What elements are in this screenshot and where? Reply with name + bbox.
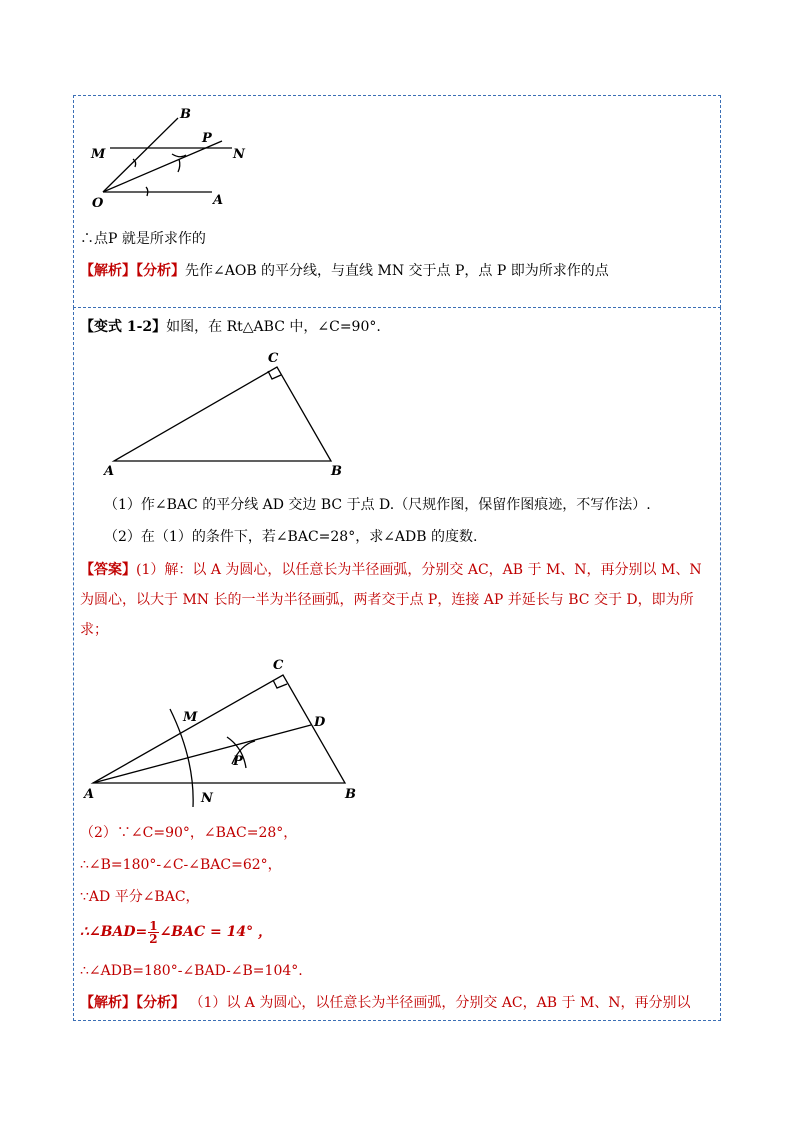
variant-text: 如图，在 Rt△ABC 中，∠C=90°.: [166, 319, 381, 335]
therefore-text: ∴点P 就是所求作的: [80, 231, 206, 247]
label-a: A: [104, 464, 115, 479]
right-angle-mark: [273, 680, 287, 688]
label-a: A: [213, 193, 224, 208]
analysis-text: （1）以 A 为圆心，以任意长为半径画弧，分别交 AC，AB 于 M、N，再分别以: [185, 995, 691, 1011]
label-b: B: [331, 464, 342, 479]
fraction-half: [148, 920, 158, 945]
fraction-numerator: 1: [149, 918, 158, 933]
fraction-denominator: 2: [149, 931, 158, 946]
variant-tag: 【变式 1-2】: [80, 319, 167, 335]
label-o: O: [92, 196, 104, 211]
label-d: D: [314, 715, 326, 730]
label-p: P: [202, 131, 212, 146]
question-2: （2）在（1）的条件下，若∠BAC=28°，求∠ADB 的度数.: [104, 529, 478, 545]
label-b: B: [180, 107, 191, 122]
answer-text: (1）解：以 A 为圆心，以任意长为半径画弧，分别交 AC，AB 于 M、N，再分别以 M、N 为圆心，以大于 MN 长的一半为半径画弧，两者交于点 P，连接 AP 并延长与 BC 交于 D，即为所求；: [80, 562, 702, 638]
bad-expression: ∴∠BAD=: [80, 924, 148, 940]
analysis-tag: 【解析】【分析】: [80, 995, 185, 1011]
solution-line-1: （2）∵∠C=90°，∠BAC=28°，: [80, 825, 298, 841]
label-n: N: [201, 791, 213, 806]
label-a: A: [84, 787, 95, 802]
question-1: （1）作∠BAC 的平分线 AD 交边 BC 于点 D.（尺规作图，保留作图痕迹，不写作法）.: [104, 497, 651, 513]
label-m: M: [183, 710, 198, 725]
label-c: C: [273, 658, 284, 673]
label-m: M: [91, 147, 106, 162]
answer-tag: 【答案】: [80, 562, 136, 578]
analysis-text: 先作∠AOB 的平分线，与直线 MN 交于点 P，点 P 即为所求作的点: [185, 263, 609, 279]
solution-line-4: [80, 918, 272, 946]
analysis-tag: 【解析】【分析】: [80, 263, 185, 279]
label-c: C: [268, 351, 279, 366]
triangle-abc: [93, 675, 345, 783]
label-p: P: [233, 754, 243, 769]
label-n: N: [233, 147, 245, 162]
label-b: B: [345, 787, 356, 802]
solution-line-5: ∴∠ADB=180°-∠BAD-∠B=104°.: [80, 963, 303, 979]
analysis-2: [80, 993, 691, 1013]
solution-line-2: ∴∠B=180°-∠C-∠BAC=62°，: [80, 857, 282, 873]
bisector-ad: [93, 725, 311, 783]
bac-expression: ∠BAC = 14° ，: [159, 924, 272, 940]
solution-line-3: ∵AD 平分∠BAC，: [80, 889, 200, 905]
